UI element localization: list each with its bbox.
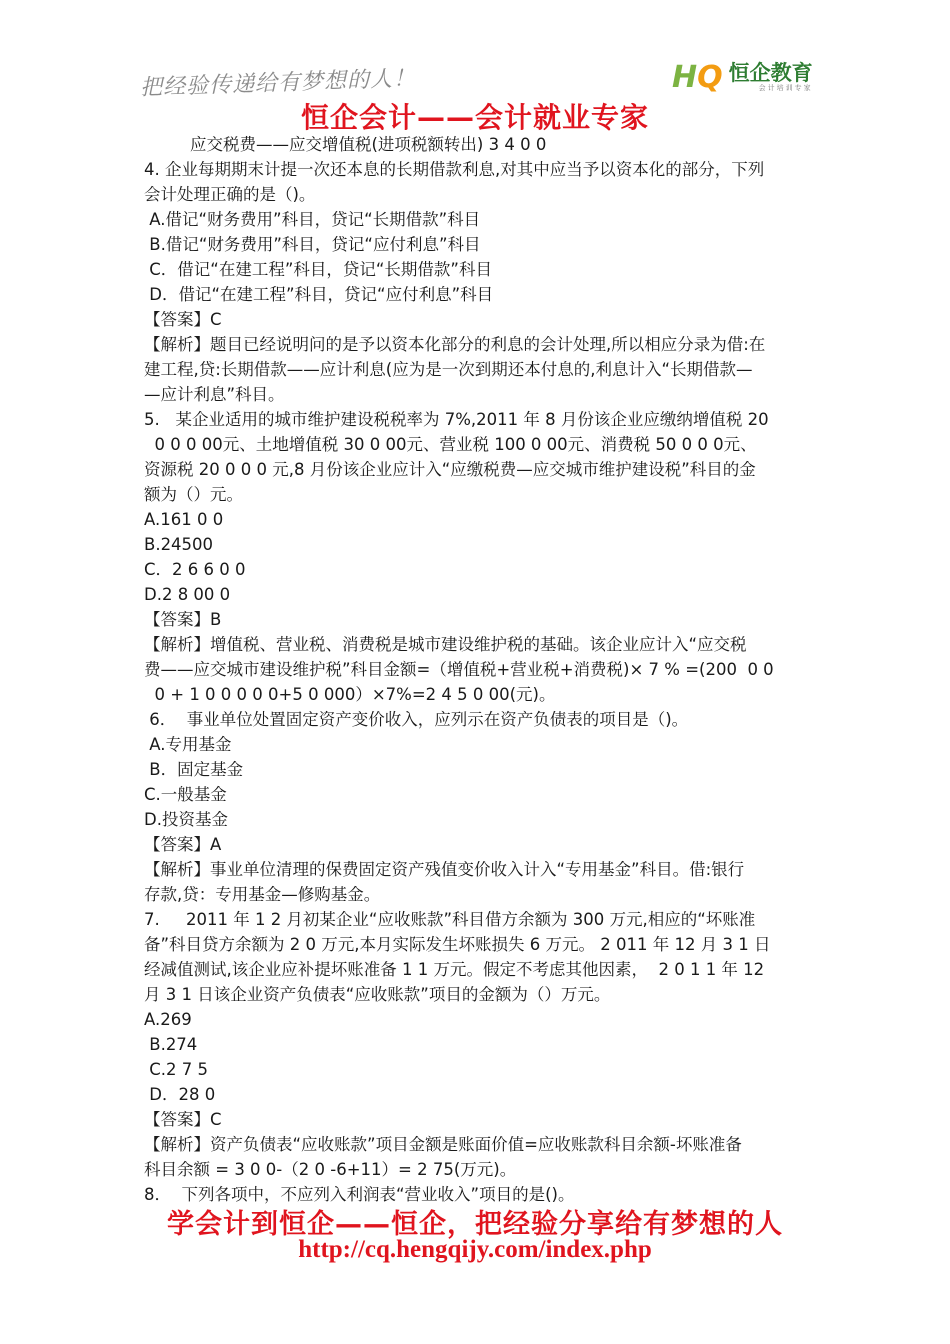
text-line: 4. 企业每期期末计提一次还本息的长期借款利息,对其中应当予以资本化的部分，下列 bbox=[144, 160, 765, 179]
option-line: D.投资基金 bbox=[144, 810, 228, 829]
question-line: 额为（）元。 bbox=[144, 485, 243, 504]
text-line: 应交税费——应交增值税(进项税额转出) 3 4 0 0 bbox=[190, 135, 547, 154]
logo-name: 恒企教育 bbox=[728, 61, 813, 85]
option-line: D.2 8 00 0 bbox=[144, 585, 231, 604]
answer-line: 【答案】B bbox=[144, 610, 222, 629]
brand-logo bbox=[672, 59, 813, 95]
analysis-line: 费——应交城市建设维护税”科目金额=（增值税+营业税+消费税)× 7 % =(200 0 0 bbox=[144, 660, 774, 679]
option-line: B.借记“财务费用”科目，贷记“应付利息”科目 bbox=[144, 235, 481, 254]
option-line: C.一般基金 bbox=[144, 785, 227, 804]
question-line: 备”科目贷方余额为 2 0 万元,本月实际发生坏账损失 6 万元。 2 011 年 12 月 3 1 日 bbox=[144, 935, 771, 954]
option-line: A.借记“财务费用”科目，贷记“长期借款”科目 bbox=[144, 210, 481, 229]
option-line: D．28 0 bbox=[144, 1085, 216, 1104]
analysis-line: 【解析】资产负债表“应收账款”项目金额是账面价值=应收账款科目余额-坏账准备 bbox=[144, 1135, 742, 1154]
question-line: 6． 事业单位处置固定资产变价收入，应列示在资产负债表的项目是（)。 bbox=[144, 710, 689, 729]
text-line: 会计处理正确的是（)。 bbox=[144, 185, 316, 204]
option-line: C．2 6 6 0 0 bbox=[144, 560, 246, 579]
analysis-line: 科目余额 = 3 0 0-（2 0 -6+11）= 2 75(万元)。 bbox=[144, 1160, 517, 1179]
option-line: B．固定基金 bbox=[144, 760, 244, 779]
option-line: B.274 bbox=[144, 1035, 198, 1054]
question-line: 月 3 1 日该企业资产负债表“应收账款”项目的金额为（）万元。 bbox=[144, 985, 611, 1004]
question-line: 0 0 0 00元、土地增值税 30 0 00元、营业税 100 0 00元、消费税 50 0 0 0元、 bbox=[144, 435, 757, 454]
question-line: 8． 下列各项中，不应列入利润表“营业收入”项目的是()。 bbox=[144, 1185, 575, 1204]
option-line: C.2 7 5 bbox=[144, 1060, 208, 1079]
logo-text bbox=[729, 62, 813, 93]
handwritten-slogan: 把经验传递给有梦想的人！ bbox=[139, 66, 417, 101]
question-line: 经减值测试,该企业应补提坏账准备 1 1 万元。假定不考虑其他因素， 2 0 1 1 年 12 bbox=[144, 960, 765, 979]
option-line: A.专用基金 bbox=[144, 735, 232, 754]
option-line: A.161 0 0 bbox=[144, 510, 224, 529]
option-line: B.24500 bbox=[144, 535, 214, 554]
analysis-line: 【解析】事业单位清理的保费固定资产残值变价收入计入“专用基金”科目。借:银行 bbox=[144, 860, 745, 879]
logo-mark: HQ bbox=[672, 59, 723, 95]
analysis-line: 0 + 1 0 0 0 0 0+5 0 000）×7%=2 4 5 0 00(元)。 bbox=[144, 685, 556, 704]
answer-line: 【答案】C bbox=[144, 1110, 222, 1129]
analysis-line: —应计利息”科目。 bbox=[144, 385, 285, 404]
analysis-line: 【解析】增值税、营业税、消费税是城市建设维护税的基础。该企业应计入“应交税 bbox=[144, 635, 747, 654]
logo-subtitle: 会计培训专家 bbox=[758, 84, 813, 92]
question-line: 7. 2011 年 1 2 月初某企业“应收账款”科目借方余额为 300 万元,相应的“坏账准 bbox=[144, 910, 756, 929]
analysis-line: 存款,贷：专用基金—修购基金。 bbox=[144, 885, 381, 904]
option-line: A.269 bbox=[144, 1010, 192, 1029]
page-header-title: 恒企会计——会计就业专家 bbox=[300, 101, 649, 134]
footer-url-link[interactable]: http://cq.hengqijy.com/index.php bbox=[298, 1236, 652, 1263]
answer-line: 【答案】A bbox=[144, 835, 222, 854]
option-line: D．借记“在建工程”科目，贷记“应付利息”科目 bbox=[144, 285, 494, 304]
analysis-line: 建工程,贷:长期借款——应计利息(应为是一次到期还本付息的,利息计入“长期借款— bbox=[144, 360, 753, 379]
question-line: 资源税 20 0 0 0 元,8 月份该企业应计入“应缴税费—应交城市维护建设税”科目的金 bbox=[144, 460, 756, 479]
document-body bbox=[144, 132, 814, 1207]
answer-line: 【答案】C bbox=[144, 310, 222, 329]
footer-slogan: 学会计到恒企——恒企，把经验分享给有梦想的人 bbox=[167, 1209, 783, 1240]
question-line: 5. 某企业适用的城市维护建设税税率为 7%,2011 年 8 月份该企业应缴纳增值税 20 bbox=[144, 410, 769, 429]
analysis-line: 【解析】题目已经说明问的是予以资本化部分的利息的会计处理,所以相应分录为借:在 bbox=[144, 335, 766, 354]
option-line: C．借记“在建工程”科目，贷记“长期借款”科目 bbox=[144, 260, 492, 279]
